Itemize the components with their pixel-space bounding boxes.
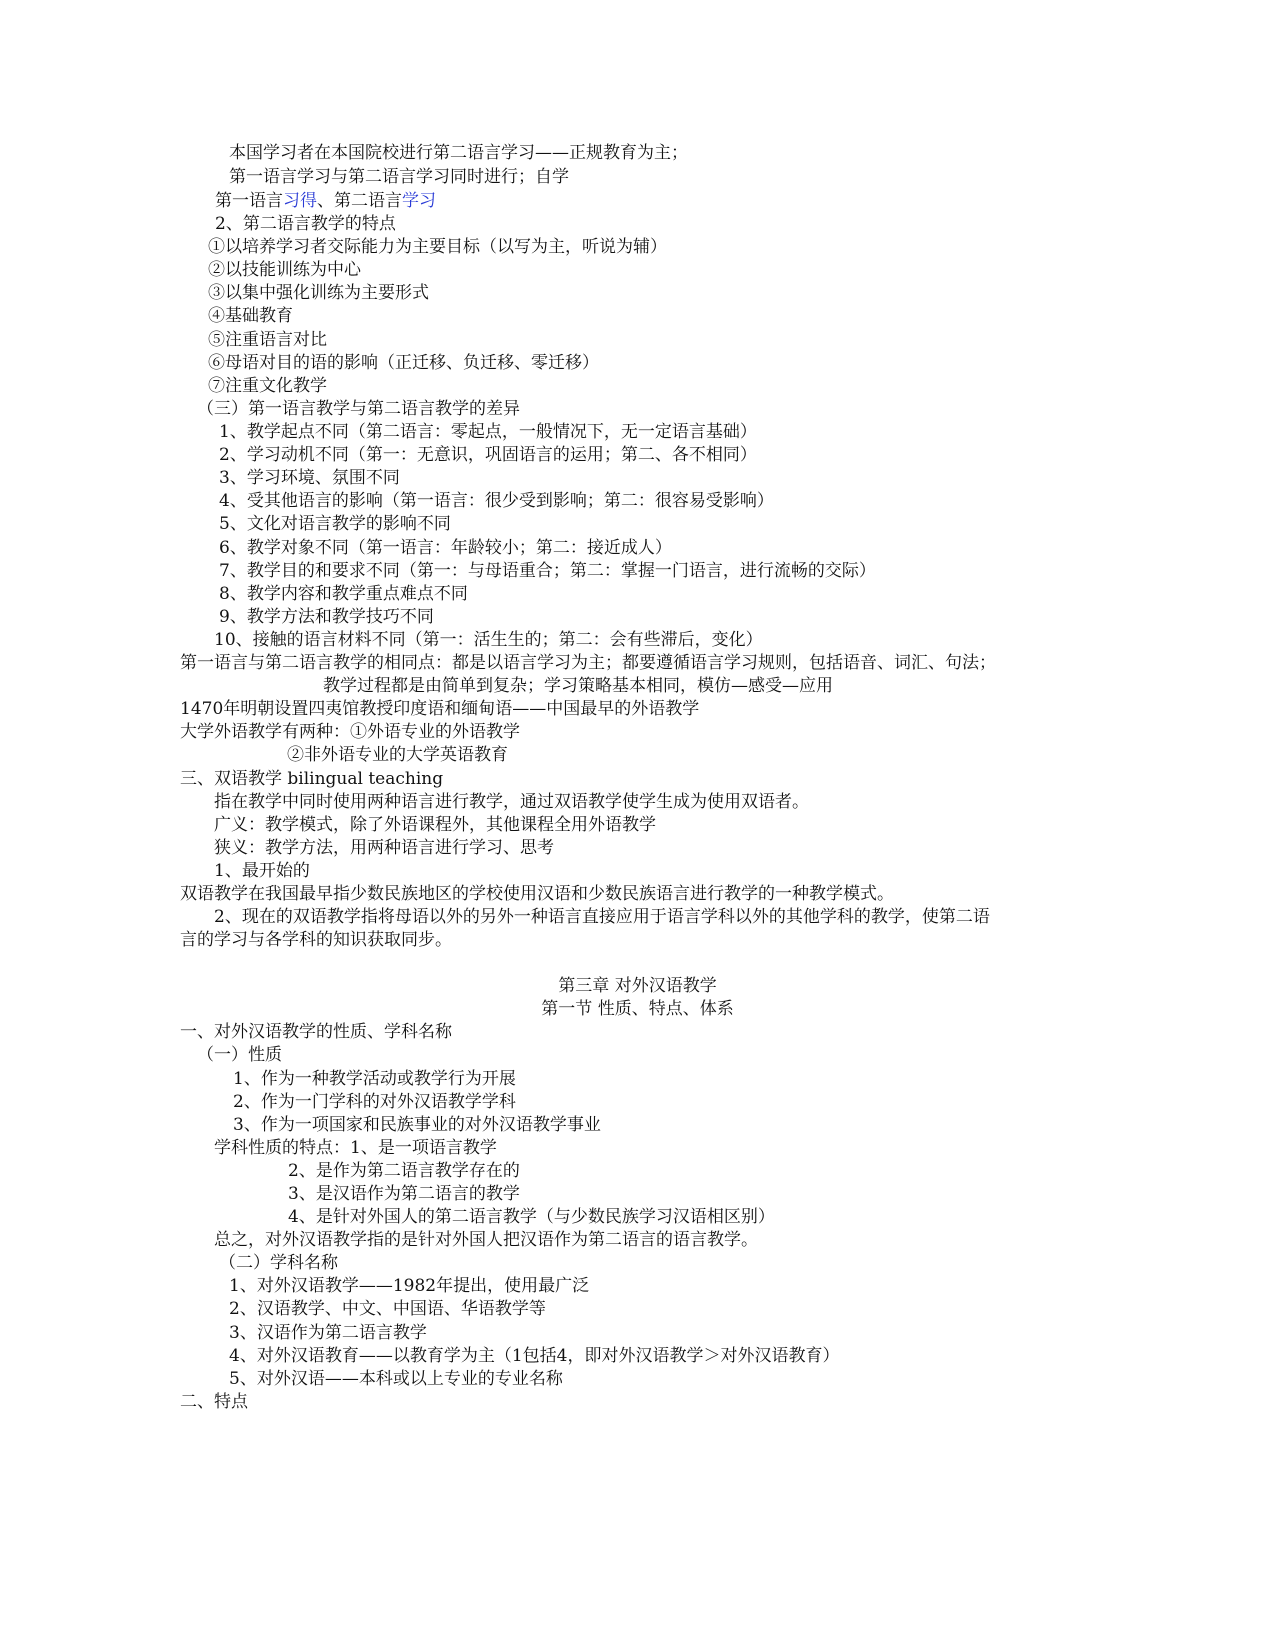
list-item: 6、教学对象不同（第一语言：年龄较小；第二：接近成人） [219,538,672,558]
list-item: 3、学习环境、氛围不同 [219,468,400,488]
list-item: 1、最开始的 [214,861,310,881]
text-line: 第一语言学习与第二语言学习同时进行；自学 [229,167,569,187]
list-item: 3、是汉语作为第二语言的教学 [288,1184,520,1204]
list-item: 1、教学起点不同（第二语言：零起点，一般情况下，无一定语言基础） [219,422,757,442]
section-heading: 2、第二语言教学的特点 [215,214,396,234]
highlighted-term: 习得 [283,191,317,211]
list-item: 3、作为一项国家和民族事业的对外汉语教学事业 [233,1115,601,1135]
section-heading: （二）学科名称 [219,1253,338,1273]
paragraph: 学科性质的特点：1、是一项语言教学 [214,1138,497,1158]
list-item: 1、作为一种教学活动或教学行为开展 [233,1069,516,1089]
list-item: ⑦注重文化教学 [208,376,327,396]
section-heading: （三）第一语言教学与第二语言教学的差异 [197,399,520,419]
paragraph: 第一语言与第二语言教学的相同点：都是以语言学习为主；都要遵循语言学习规则，包括语音、词汇、句法； [180,653,996,673]
paragraph: 言的学习与各学科的知识获取同步。 [180,930,452,950]
list-item: 3、汉语作为第二语言教学 [229,1323,427,1343]
paragraph: 指在教学中同时使用两种语言进行教学，通过双语教学使学生成为使用双语者。 [214,792,809,812]
list-item: 1、对外汉语教学——1982年提出，使用最广泛 [229,1276,590,1296]
section-heading: （一）性质 [197,1045,282,1065]
list-item: 2、作为一门学科的对外汉语教学学科 [233,1092,516,1112]
paragraph: ②非外语专业的大学英语教育 [287,745,508,765]
list-item: ②以技能训练为中心 [208,260,361,280]
list-item: ⑥母语对目的语的影响（正迁移、负迁移、零迁移） [208,353,599,373]
text-segment: 第一语言 [215,191,283,211]
paragraph: 狭义：教学方法，用两种语言进行学习、思考 [214,838,554,858]
chapter-title: 第三章 对外汉语教学 [558,976,717,996]
list-item: 8、教学内容和教学重点难点不同 [219,584,468,604]
paragraph: 大学外语教学有两种：①外语专业的外语教学 [180,722,520,742]
section-heading: 二、特点 [180,1392,248,1412]
paragraph: 教学过程都是由简单到复杂；学习策略基本相同，模仿—感受—应用 [323,676,833,696]
list-item: 9、教学方法和教学技巧不同 [219,607,434,627]
section-heading: 三、双语教学 bilingual teaching [180,769,444,789]
list-item: ①以培养学习者交际能力为主要目标（以写为主，听说为辅） [208,237,667,257]
text-line: 本国学习者在本国院校进行第二语言学习——正规教育为主； [229,143,688,163]
paragraph: 总之，对外汉语教学指的是针对外国人把汉语作为第二语言的语言教学。 [214,1230,758,1250]
list-item: 4、是针对外国人的第二语言教学（与少数民族学习汉语相区别） [288,1207,775,1227]
list-item: 5、文化对语言教学的影响不同 [219,514,451,534]
paragraph: 双语教学在我国最早指少数民族地区的学校使用汉语和少数民族语言进行教学的一种教学模式。 [180,884,894,904]
list-item: ⑤注重语言对比 [208,330,327,350]
paragraph: 广义：教学模式，除了外语课程外，其他课程全用外语教学 [214,815,656,835]
list-item: 2、是作为第二语言教学存在的 [288,1161,520,1181]
list-item: 2、汉语教学、中文、中国语、华语教学等 [229,1299,546,1319]
list-item: 4、对外汉语教育——以教育学为主（1包括4，即对外汉语教学＞对外汉语教育） [229,1346,840,1366]
text-segment: 、第二语言 [317,191,402,211]
text-line [215,190,436,212]
list-item: 4、受其他语言的影响（第一语言：很少受到影响；第二：很容易受影响） [219,491,774,511]
list-item: ③以集中强化训练为主要形式 [208,283,429,303]
section-heading: 一、对外汉语教学的性质、学科名称 [180,1022,452,1042]
paragraph: 1470年明朝设置四夷馆教授印度语和缅甸语——中国最早的外语教学 [180,699,700,719]
list-item: ④基础教育 [208,306,293,326]
list-item: 10、接触的语言材料不同（第一：活生生的；第二：会有些滞后，变化） [214,630,763,650]
list-item: 5、对外汉语——本科或以上专业的专业名称 [229,1369,563,1389]
paragraph: 2、现在的双语教学指将母语以外的另外一种语言直接应用于语言学科以外的其他学科的教学，使第二语 [214,907,990,927]
list-item: 2、学习动机不同（第一：无意识，巩固语言的运用；第二、各不相同） [219,445,757,465]
section-title: 第一节 性质、特点、体系 [541,999,734,1019]
list-item: 7、教学目的和要求不同（第一：与母语重合；第二：掌握一门语言，进行流畅的交际） [219,561,876,581]
highlighted-term: 学习 [402,191,436,211]
